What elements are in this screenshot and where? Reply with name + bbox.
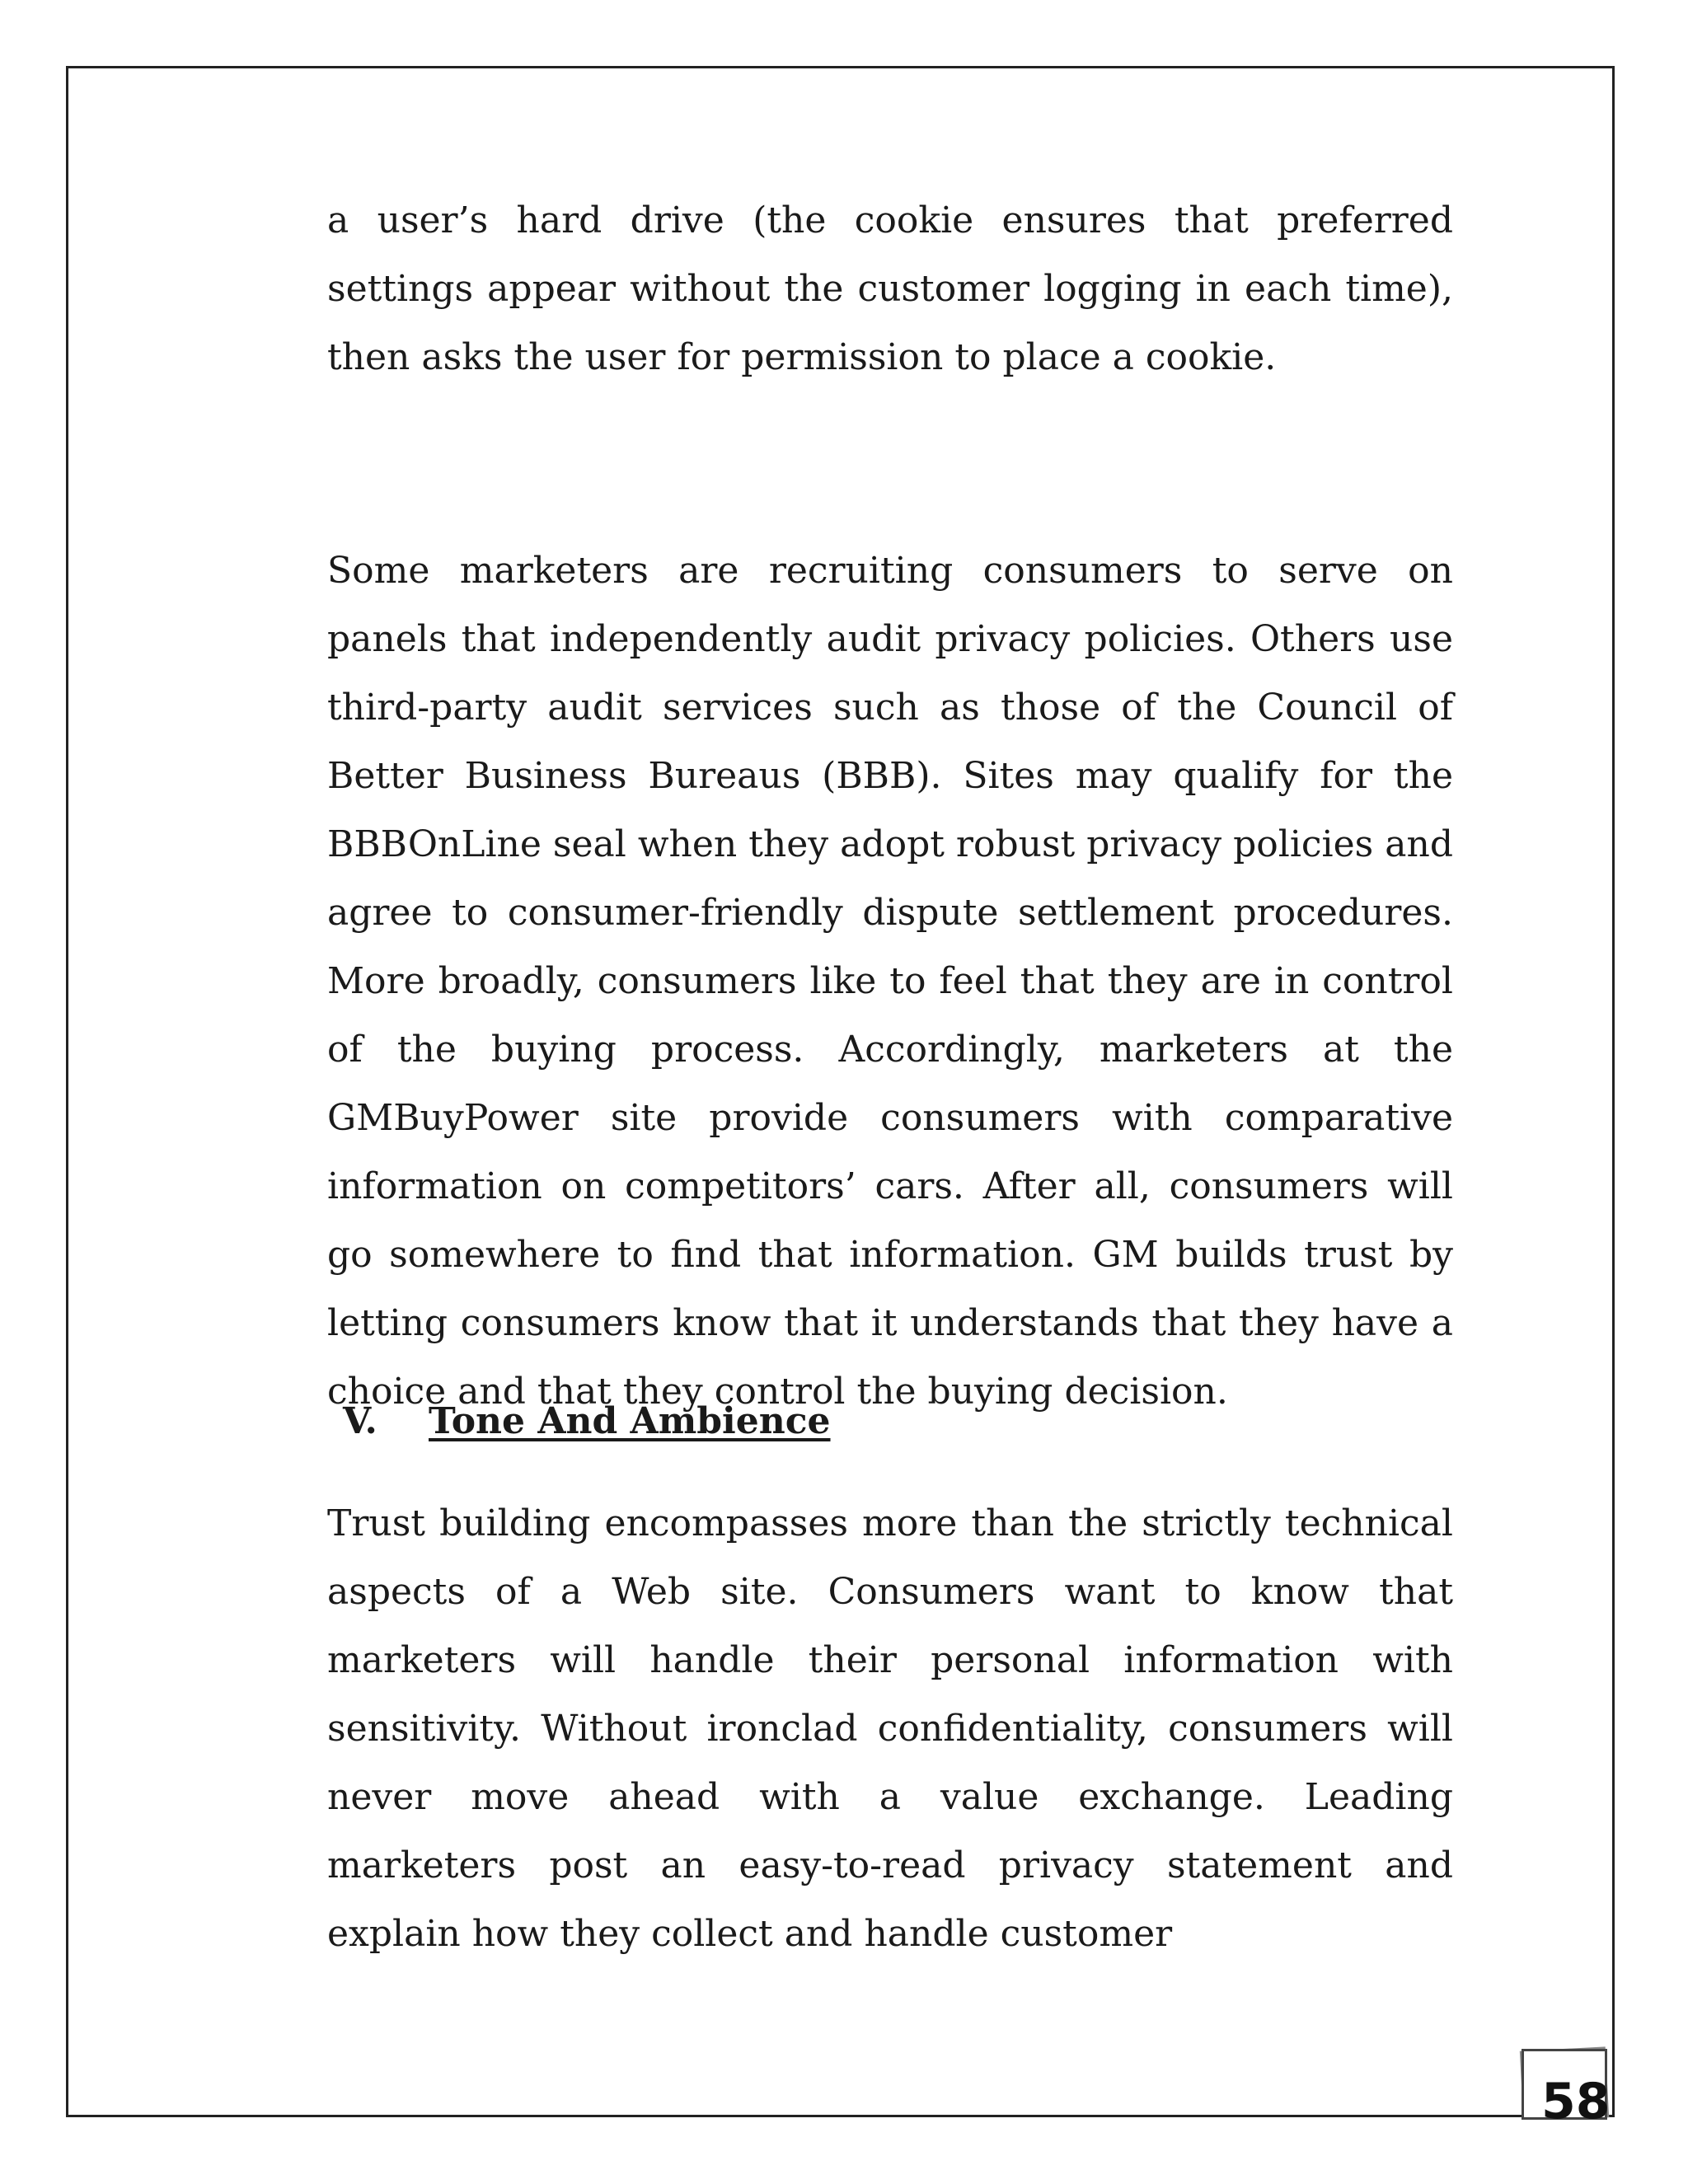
paragraph-trust-building: Trust building encompasses more than the strictly technical aspects of a Web site. Consumers want to know that marketers will handle their personal information with sensitivity. Without ironclad confidentiality, consumers will never move ahead with a value exchange. Leading marketers post an easy-to-read privacy statement and explain how they collect and handle customer <box>327 1502 1453 1955</box>
page-number: 58 <box>1541 2073 1611 2120</box>
paragraph-privacy-audits: Some marketers are recruiting consumers to serve on panels that independently audit privacy policies. Others use third-party audit services such as those of the Council of Better Business Bureaus (BBB). Sites may qualify for the BBBOnLine seal when they adopt robust privacy policies and agree to consumer-friendly dispute settlement procedures. More broadly, consumers like to feel that they are in control of the buying process. Accordingly, marketers at the GMBuyPower site provide consumers with comparative information on competitors’ cars. After all, consumers will go somewhere to find that information. GM builds trust by letting consumers know that it understands that they have a choice and that they control the buying decision. <box>327 550 1453 1413</box>
section-number: V. <box>343 1400 377 1442</box>
section-heading <box>343 1387 831 1455</box>
section-title: Tone And Ambience <box>429 1400 831 1442</box>
page-number-tab <box>1517 2044 1615 2120</box>
paragraph-cookie-permission: a user’s hard drive (the cookie ensures that preferred settings appear without the customer logging in each time), then asks the user for permission to place a cookie. <box>327 199 1453 378</box>
